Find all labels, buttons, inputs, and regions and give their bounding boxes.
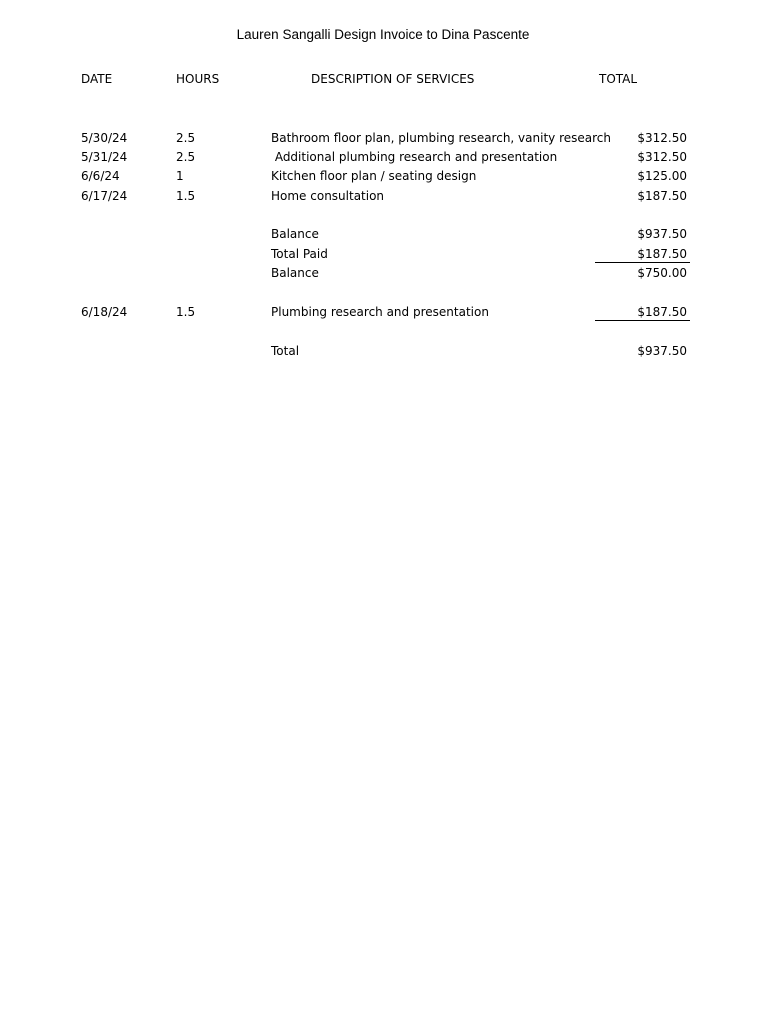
- line-item-date: 5/31/24: [81, 150, 128, 164]
- balance-label: Balance: [271, 227, 319, 241]
- line-item-total: $187.50: [637, 189, 687, 203]
- line-item-date: 6/6/24: [81, 169, 120, 183]
- balance-value: $937.50: [637, 227, 687, 241]
- column-header-total: TOTAL: [599, 72, 638, 86]
- line-item-hours: 1.5: [176, 189, 196, 203]
- column-header-description: DESCRIPTION OF SERVICES: [311, 72, 475, 86]
- grand-total-value: $937.50: [637, 344, 687, 358]
- line-item-description: Additional plumbing research and presentation: [271, 150, 558, 164]
- grand-total-label: Total: [271, 344, 300, 358]
- additional-item-hours: 1.5: [176, 305, 196, 319]
- invoice-title: Lauren Sangalli Design Invoice to Dina Pascente: [236, 27, 530, 42]
- additional-item-date: 6/18/24: [81, 305, 128, 319]
- subtotal-rule: [595, 262, 690, 263]
- column-header-hours: HOURS: [176, 72, 220, 86]
- line-item-total: $125.00: [637, 169, 687, 183]
- line-item-description: Kitchen floor plan / seating design: [271, 169, 477, 183]
- line-item-hours: 1: [176, 169, 184, 183]
- line-item-description: Home consultation: [271, 189, 385, 203]
- total-rule: [595, 320, 690, 321]
- line-item-total: $312.50: [637, 131, 687, 145]
- remaining-balance-label: Balance: [271, 266, 319, 280]
- total-paid-label: Total Paid: [271, 247, 328, 261]
- remaining-balance-value: $750.00: [637, 266, 687, 280]
- column-header-date: DATE: [81, 72, 113, 86]
- line-item-date: 6/17/24: [81, 189, 128, 203]
- line-item-total: $312.50: [637, 150, 687, 164]
- line-item-hours: 2.5: [176, 150, 196, 164]
- additional-item-description: Plumbing research and presentation: [271, 305, 489, 319]
- line-item-hours: 2.5: [176, 131, 196, 145]
- total-paid-value: $187.50: [637, 247, 687, 261]
- additional-item-total: $187.50: [637, 305, 687, 319]
- line-item-description: Bathroom floor plan, plumbing research, vanity research: [271, 131, 611, 145]
- line-item-date: 5/30/24: [81, 131, 128, 145]
